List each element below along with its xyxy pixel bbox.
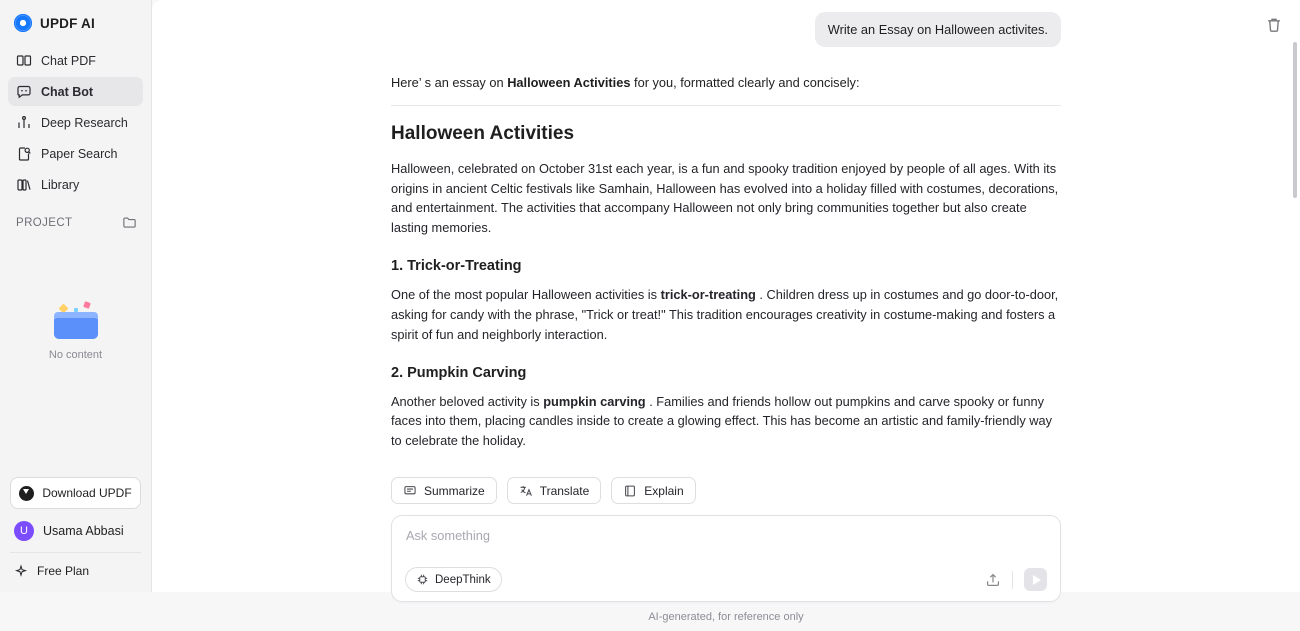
quick-actions	[391, 477, 1061, 504]
plan-row[interactable]	[10, 553, 141, 584]
library-icon	[16, 177, 32, 193]
summarize-label: Summarize	[424, 483, 485, 498]
deepthink-icon	[416, 573, 429, 586]
vertical-scrollbar[interactable]	[1293, 42, 1297, 198]
sidebar-item-label: Chat PDF	[41, 53, 96, 68]
sidebar-item-label: Deep Research	[41, 115, 128, 130]
deepthink-toggle[interactable]	[405, 567, 502, 592]
deepthink-label: DeepThink	[435, 573, 491, 586]
ai-disclaimer: AI-generated, for reference only	[648, 611, 804, 624]
plan-label: Free Plan	[37, 564, 90, 578]
brand	[0, 0, 151, 42]
new-folder-icon[interactable]	[122, 215, 137, 230]
composer-right-controls	[985, 568, 1047, 591]
sidebar-item-chat-bot[interactable]	[8, 77, 143, 106]
brand-name: UPDF AI	[40, 15, 95, 31]
chat-pdf-icon	[16, 53, 32, 69]
download-updf-button[interactable]	[10, 477, 141, 509]
sidebar-item-label: Library	[41, 177, 80, 192]
translate-label: Translate	[539, 483, 590, 498]
composer-toolbar	[405, 567, 1047, 592]
plan-sparkle-icon	[14, 564, 28, 578]
section-heading-2: 2. Pumpkin Carving	[391, 364, 527, 381]
intro-text-after: for you, formatted clearly and concisely:	[630, 75, 860, 90]
sidebar-item-library[interactable]	[8, 170, 143, 199]
intro-paragraph: Halloween, celebrated on October 31st each year, is a fun and spooky tradition enjoyed by people of all ages. With its origins in ancient Celtic festivals like Samhain, Halloween has evolved into a holiday filled with costumes, decorations, and entertainment. The activities that accompany Halloween not only bring communities together but also create lasting memories.	[391, 160, 1059, 236]
divider	[391, 105, 1061, 106]
sidebar-item-paper-search[interactable]	[8, 139, 143, 168]
deep-research-icon	[16, 115, 32, 131]
sidebar-item-label: Chat Bot	[41, 84, 94, 99]
section-2-text-after: . Families and friends hollow out pumpkins and carve spooky or funny faces into them, placing candles inside to create a glowing effect. This has become an artistic and family-friendly way to celebrate the holiday.	[391, 393, 1053, 449]
sidebar-item-deep-research[interactable]	[8, 108, 143, 137]
page-title: Halloween Activities	[391, 122, 575, 144]
upload-file-icon[interactable]	[985, 572, 1001, 588]
send-button[interactable]	[1024, 568, 1047, 591]
empty-state-label: No content	[48, 349, 103, 361]
download-icon	[19, 486, 34, 501]
empty-project-state	[0, 302, 151, 361]
project-label: PROJECT	[16, 216, 73, 229]
updf-logo-icon	[14, 14, 32, 32]
sidebar-nav	[0, 42, 151, 201]
paper-search-icon	[16, 146, 32, 162]
project-header	[0, 201, 151, 236]
section-paragraph-1	[391, 285, 1061, 344]
empty-folder-icon	[50, 302, 102, 342]
download-label: Download UPDF	[42, 486, 132, 500]
conversation-column	[391, 12, 1061, 602]
summarize-button[interactable]	[391, 477, 497, 504]
composer-divider	[1012, 571, 1013, 589]
translate-button[interactable]	[507, 477, 602, 504]
translate-icon	[519, 484, 533, 498]
delete-chat-icon[interactable]	[1265, 16, 1283, 34]
sidebar	[0, 0, 152, 592]
section-2-text-before: Another beloved activity is	[391, 393, 544, 409]
explain-label: Explain	[644, 483, 684, 498]
sidebar-footer	[0, 477, 151, 592]
section-paragraph-2	[391, 392, 1061, 451]
user-account-row[interactable]	[10, 509, 141, 553]
sidebar-item-label: Paper Search	[41, 146, 118, 161]
section-2-text-bold: pumpkin carving	[543, 393, 646, 409]
composer	[391, 515, 1061, 602]
chat-input[interactable]	[405, 528, 1047, 543]
user-name: Usama Abbasi	[43, 524, 124, 538]
section-1-text-before: One of the most popular Halloween activities is	[391, 287, 661, 303]
section-1-text-bold: trick-or-treating	[660, 287, 756, 303]
intro-text-bold: Halloween Activities	[507, 75, 631, 90]
section-1-text-after: . Children dress up in costumes and go door-to-door, asking for candy with the phrase, "Trick or treat!" This tradition encourages creativity in costume-making and fosters a spirit of fun and neighborly interaction.	[391, 287, 1059, 342]
sidebar-item-chat-pdf[interactable]	[8, 46, 143, 75]
assistant-intro	[391, 73, 1061, 93]
summarize-icon	[403, 484, 417, 498]
send-icon	[1033, 575, 1041, 585]
explain-icon	[623, 484, 637, 498]
conversation	[152, 0, 1300, 602]
chat-bot-icon	[16, 84, 32, 100]
intro-text-before: Here’ s an essay on	[391, 75, 508, 90]
explain-button[interactable]	[611, 477, 695, 504]
main-panel	[152, 0, 1300, 624]
section-heading-1: 1. Trick-or-Treating	[391, 258, 522, 275]
user-message-row	[391, 12, 1061, 47]
avatar: U	[14, 521, 34, 541]
user-message: Write an Essay on Halloween activites.	[815, 12, 1061, 47]
